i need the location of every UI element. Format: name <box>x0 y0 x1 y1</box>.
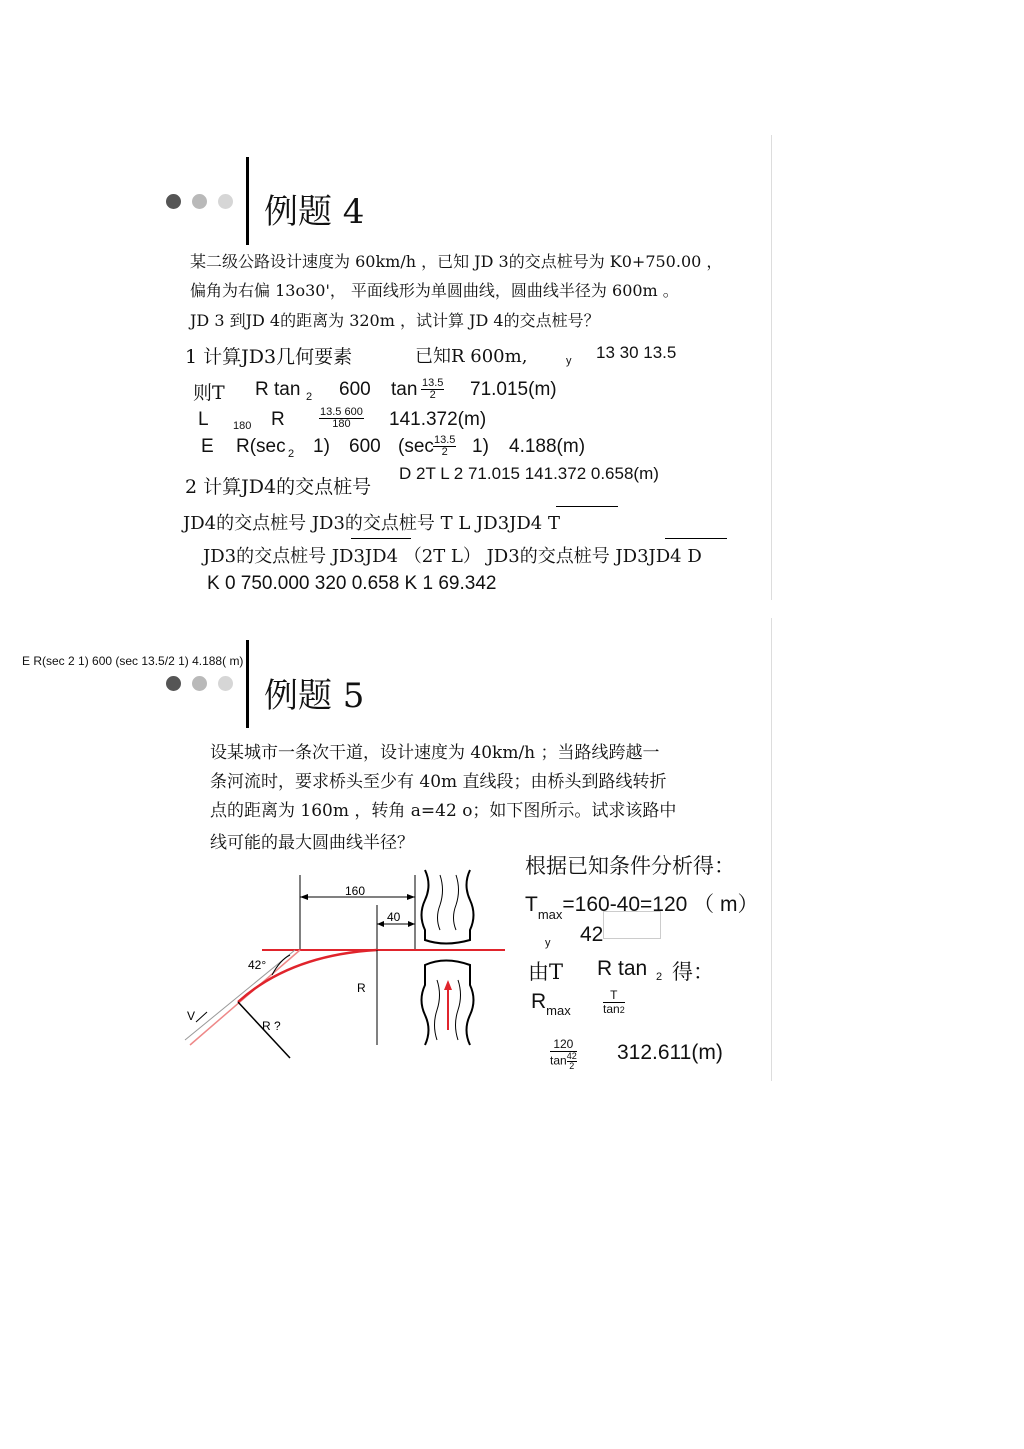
ex4-l-result: 141.372(m) <box>389 409 487 430</box>
overline-jd3jd4-1 <box>556 506 618 508</box>
bullet-dot-1 <box>166 194 181 209</box>
ex4-e-half: 2 <box>288 448 295 460</box>
v-arrow <box>196 1012 207 1022</box>
ex5-rmax-fraction <box>603 989 625 1017</box>
bullet-dot-3 <box>218 194 233 209</box>
example4-title: 例题 4 <box>264 192 365 232</box>
label-angle: 42° <box>248 958 267 972</box>
arrow-head <box>408 921 415 927</box>
ex4-step1-heading: 1 计算JD3几何要素 <box>185 346 353 368</box>
arrow-head <box>407 894 415 900</box>
bridge-curve-figure <box>180 865 520 1065</box>
ex5-angle-symbol: y <box>545 937 551 949</box>
ex4-angle-symbol: y <box>566 355 572 367</box>
ex4-t-result: 71.015(m) <box>470 379 557 400</box>
bullet-dot-2 <box>192 676 207 691</box>
flow-arrow-head <box>444 980 452 990</box>
ex5-problem-line2: 条河流时，要求桥头至少有 40m 直线段；由桥头到路线转折 <box>210 772 667 792</box>
ex4-l-label: L <box>198 409 209 430</box>
angle-fraction <box>567 1052 577 1071</box>
ex4-e-result: 4.188(m) <box>509 436 586 457</box>
denominator <box>550 1052 577 1071</box>
title-divider <box>246 640 249 728</box>
slide-edge <box>771 135 772 600</box>
ex4-angle-value: 13 30 13.5 <box>596 343 677 362</box>
ex4-problem-line3: JD 3 到JD 4的距离为 320m ，试计算 JD 4的交点桩号？ <box>190 311 600 330</box>
ex4-e-radius: 600 <box>349 436 381 457</box>
ex4-problem-line1: 某二级公路设计速度为 60km/h ，已知 JD 3的交点桩号为 K0+750.00 ， <box>190 252 723 271</box>
label-40: 40 <box>387 910 401 924</box>
ex4-t-tan: tan <box>391 379 418 400</box>
ex4-t-half: 2 <box>306 391 313 403</box>
numerator: 13.5 <box>422 377 444 389</box>
ex5-placeholder-box <box>603 911 661 939</box>
denominator: 2 <box>441 446 448 458</box>
title-divider <box>246 157 249 245</box>
arrow-head <box>377 921 384 927</box>
tmax-subscript: max <box>537 907 563 922</box>
angle-den: 2 <box>569 1061 575 1071</box>
numerator: 120 <box>550 1038 577 1052</box>
numerator: 13.5 600 <box>320 406 363 418</box>
label-160: 160 <box>345 884 366 898</box>
ex4-t-formula: R tan <box>255 379 301 400</box>
angle-num: 42 <box>566 1051 577 1061</box>
ex5-by-de: 得： <box>672 960 714 984</box>
ex4-e-minus1: 1) <box>313 436 330 457</box>
label-v: V <box>187 1009 196 1023</box>
ex4-step2-heading: 2 计算JD4的交点桩号 <box>185 476 372 498</box>
ex4-t-radius: 600 <box>339 379 371 400</box>
ex4-e-sec: (sec <box>398 436 434 457</box>
ex4-l-radius: R <box>271 409 285 430</box>
ex5-result: 312.611(m) <box>617 1041 723 1064</box>
tmax-symbol: T <box>525 893 538 916</box>
ex5-rmax <box>531 990 571 1018</box>
river-line <box>454 875 459 930</box>
label-r: R <box>357 981 366 995</box>
overline-jd3jd4-3 <box>665 538 727 540</box>
river-line <box>438 875 443 930</box>
ex5-problem-line4: 线可能的最大圆曲线半径？ <box>210 833 414 853</box>
bullet-dot-3 <box>218 676 233 691</box>
ex5-by-formula: R tan <box>597 957 648 980</box>
ex4-row1: JD4的交点桩号 JD3的交点桩号 T L JD3JD4 T <box>183 513 560 534</box>
bridge-upper <box>422 870 474 944</box>
ex5-value-fraction <box>550 1038 577 1071</box>
numerator: 13.5 <box>434 434 456 446</box>
stray-e-formula: E R(sec 2 1) 600 (sec 13.5/2 1) 4.188( m) <box>22 654 244 668</box>
river-line <box>456 980 461 1040</box>
ex5-problem-line3: 点的距离为 160m ，转角 a=42 o；如下图所示。试求该路中 <box>210 801 677 821</box>
ex4-row3: K 0 750.000 320 0.658 K 1 69.342 <box>207 573 497 594</box>
ex4-t-label: 则T <box>193 382 225 404</box>
denominator: 180 <box>332 418 351 430</box>
river-line <box>435 980 440 1040</box>
label-r-question: R ? <box>262 1019 281 1033</box>
ex5-answer-heading: 根据已知条件分析得： <box>525 854 735 878</box>
denominator: 2 <box>429 389 436 401</box>
ex5-by-half: 2 <box>656 971 663 983</box>
ex4-problem-line2: 偏角为右偏 13o30'， 平面线形为单圆曲线，圆曲线半径为 600m 。 <box>190 281 679 300</box>
ex4-d-equation: D 2T L 2 71.015 141.372 0.658(m) <box>399 464 659 483</box>
rmax-subscript: max <box>546 1003 571 1018</box>
ex4-e-formula: R(sec <box>236 436 286 457</box>
ex4-e-label: E <box>201 436 214 457</box>
ex4-e-fraction <box>433 435 456 458</box>
ex4-l-fraction <box>319 407 364 430</box>
half: 2 <box>619 1005 625 1015</box>
ex5-problem-line1: 设某城市一条次干道，设计速度为 40km/h ；当路线跨越一 <box>210 743 660 763</box>
tmax-value: =160-40=120 （ m） <box>562 893 759 916</box>
slide-edge <box>771 618 772 1081</box>
example5-title: 例题 5 <box>264 676 365 716</box>
denominator <box>603 1003 625 1017</box>
tan-text: tan <box>603 1002 620 1016</box>
ex5-by-t: 由T <box>528 960 564 984</box>
arrow-head <box>300 894 308 900</box>
overline-jd3jd4-2 <box>351 538 411 540</box>
ex4-known-radius: 已知R 600m, <box>415 346 528 367</box>
bullet-dot-2 <box>192 194 207 209</box>
tan-text: tan <box>550 1053 567 1068</box>
ex4-row2: JD3的交点桩号 JD3JD4 （2T L） JD3的交点桩号 JD3JD4 D <box>203 546 702 567</box>
ex4-e-minus2: 1) <box>472 436 489 457</box>
rmax-symbol: R <box>531 990 547 1013</box>
numerator: T <box>603 989 625 1003</box>
ex4-t-fraction <box>421 378 444 401</box>
bullet-dot-1 <box>166 676 181 691</box>
ex4-l-180: 180 <box>233 420 252 432</box>
ex5-angle-value: 42 <box>580 923 604 946</box>
